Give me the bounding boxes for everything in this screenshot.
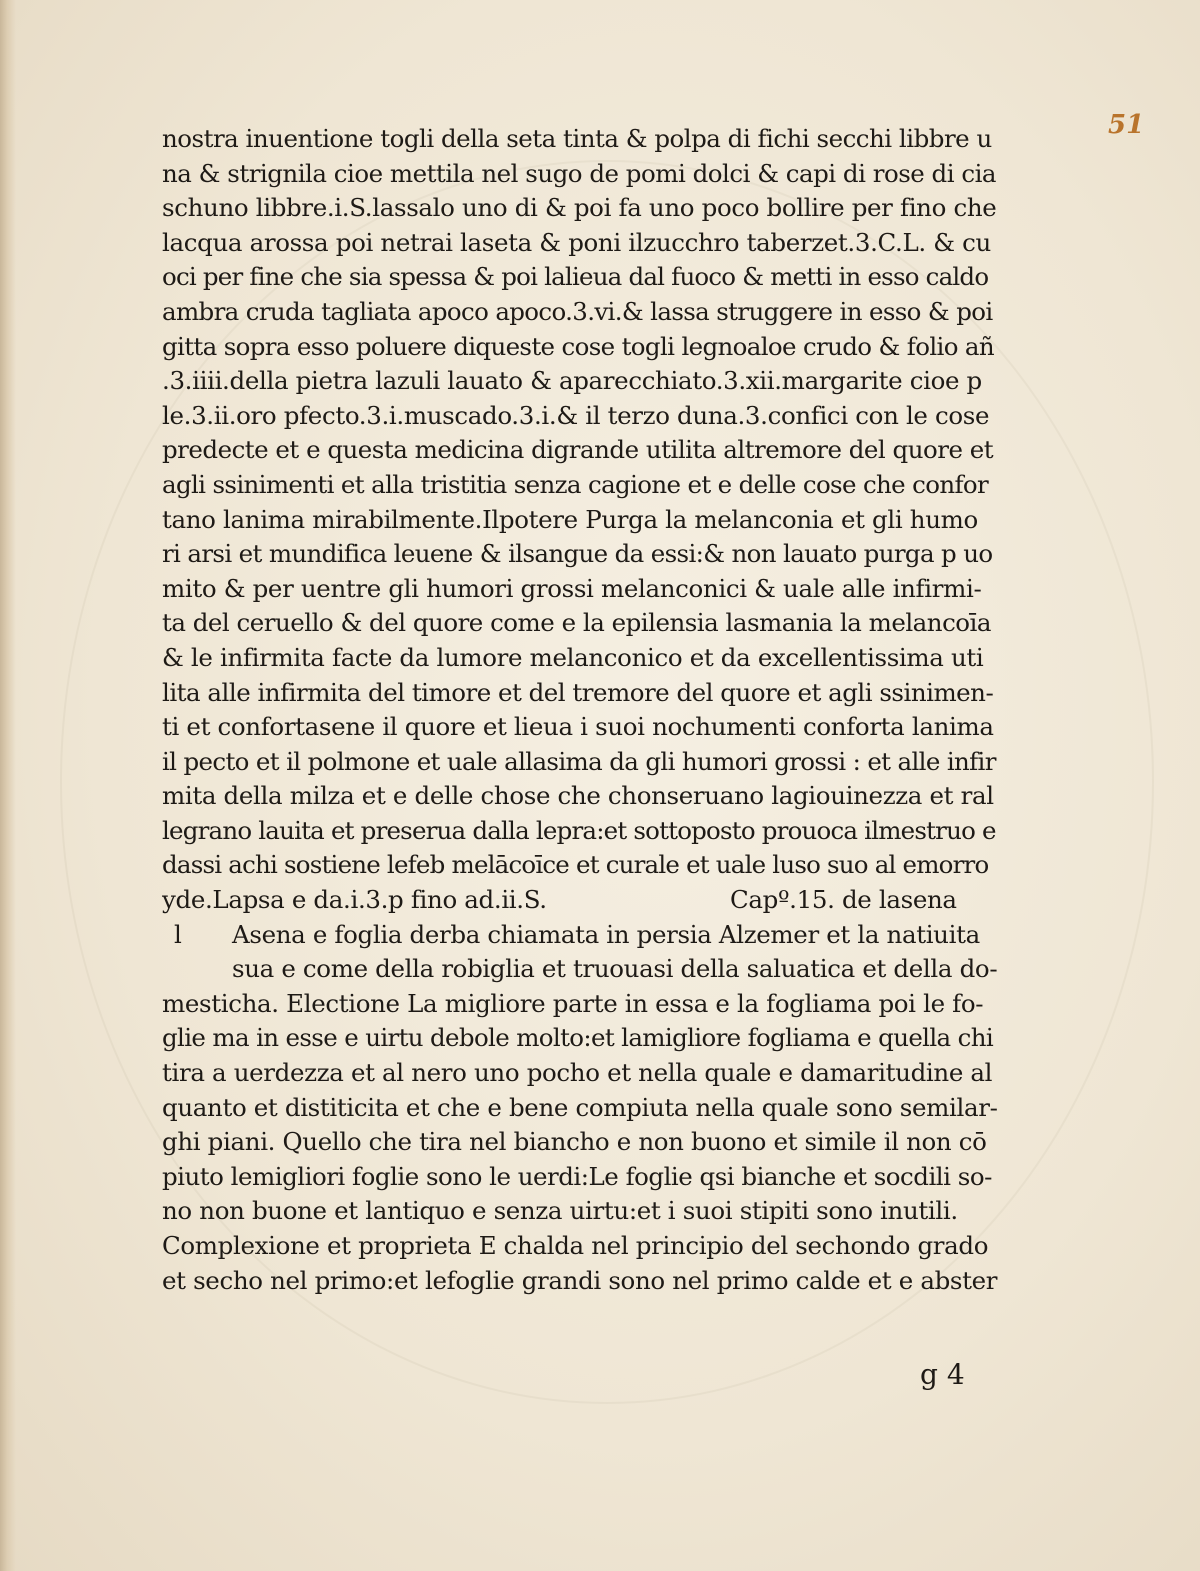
chapter-heading-line (162, 883, 998, 918)
text-line: & le infirmita facte da lumore melanconico et da excellentissima uti (162, 642, 984, 672)
text-line: oci per fine che sia spessa & poi lalieua dal fuoco & metti in esso caldo (162, 262, 989, 292)
text-block (162, 122, 998, 1298)
text-line: no non buone et lantiquo e senza uirtu:et i suoi stipiti sono inutili. (162, 1196, 958, 1226)
body-lines-top (162, 122, 998, 883)
text-line: ri arsi et mundifica leuene & ilsangue da essi:& non lauato purga p uo (162, 539, 993, 569)
text-line: glie ma in esse e uirtu debole molto:et lamigliore fogliama e quella chi (162, 1023, 994, 1053)
text-line: lacqua arossa poi netrai laseta & poni ilzucchro taberzet.3.C.L. & cu (162, 227, 991, 257)
text-line: mito & per uentre gli humori grossi melanconici & uale alle infirmi- (162, 573, 982, 603)
text-line: le.3.ii.oro pfecto.3.i.muscado.3.i.& il terzo duna.3.confici con le cose (162, 400, 990, 430)
text-line: gitta sopra esso poluere diqueste cose togli legnoaloe crudo & folio añ (162, 331, 995, 361)
body-lines-bottom (162, 987, 998, 1298)
text-line: predecte et e questa medicina digrande utilita altremore del quore et (162, 435, 994, 465)
text-line: quanto et distiticita et che e bene compiuta nella quale sono semilar- (162, 1092, 998, 1122)
initial-letter: l (174, 919, 182, 949)
text-line: dassi achi sostiene lefeb melācoīce et curale et uale luso suo al emorro (162, 850, 989, 880)
page-gutter-shadow (0, 0, 16, 1571)
text-line: Complexione et proprieta E chalda nel principio del sechondo grado (162, 1231, 989, 1260)
signature-mark: g 4 (920, 1358, 965, 1391)
text-line: ti et confortasene il quore et lieua i suoi nochumenti conforta lanima (162, 712, 994, 742)
text-line: ambra cruda tagliata apoco apoco.3.vi.& lassa struggere in esso & poi (162, 296, 993, 326)
folio-number: 51 (1108, 110, 1145, 140)
text-line: ghi piani. Quello che tira nel biancho e non buono et simile il non cō (162, 1127, 987, 1157)
text-line: lita alle infirmita del timore et del tremore del quore et agli ssinimen- (162, 677, 994, 707)
text-line: nostra inuentione togli della seta tinta & polpa di fichi secchi libbre u (162, 124, 992, 153)
text-line: tira a uerdezza et al nero uno pocho et nella quale e damaritudine al (162, 1058, 993, 1088)
text-line: na & strignila cioe mettila nel sugo de pomi dolci & capi di rose di cia (162, 158, 997, 188)
chapter-heading: Capº.15. de lasena (730, 885, 957, 915)
text-line: tano lanima mirabilmente.Ilpotere Purga la melanconia et gli humo (162, 504, 978, 534)
text-line: ta del ceruello & del quore come e la epilensia lasmania la melancoīa (162, 608, 991, 638)
text-line: piuto lemigliori foglie sono le uerdi:Le foglie qsi bianche et socdili so- (162, 1161, 992, 1191)
text-line: mesticha. Electione La migliore parte in essa e la fogliama poi le fo- (162, 988, 984, 1018)
text-line: .3.iiii.della pietra lazuli lauato & aparecchiato.3.xii.margarite cioe p (162, 366, 982, 396)
text-line: et secho nel primo:et lefoglie grandi sono nel primo calde et e abster (162, 1265, 998, 1295)
text-line: mita della milza et e delle chose che chonseruano lagiouinezza et ral (162, 781, 994, 811)
heading-line-left: yde.Lapsa e da.i.3.p fino ad.ii.S. (162, 885, 547, 915)
text-line: il pecto et il polmone et uale allasima da gli humori grossi : et alle infir (162, 746, 996, 776)
initial-line (162, 918, 998, 953)
initial-line-text: Asena e foglia derba chiamata in persia Alzemer et la natiuita (232, 919, 980, 949)
text-line: agli ssinimenti et alla tristitia senza cagione et e delle cose che confor (162, 469, 989, 499)
text-line: schuno libbre.i.S.lassalo uno di & poi fa uno poco bollire per fino che (162, 193, 997, 223)
indented-line: sua e come della robiglia et truouasi della saluatica et della do- (232, 954, 998, 984)
text-line: legrano lauita et preserua dalla lepra:et sottoposto prouoca ilmestruo e (162, 815, 996, 845)
